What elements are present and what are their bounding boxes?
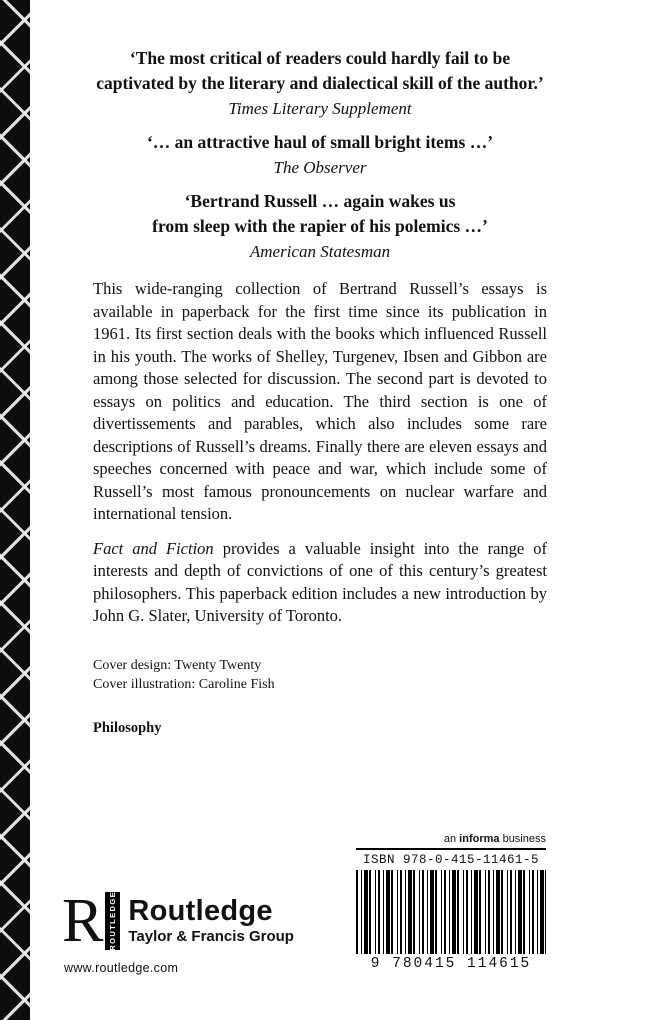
review-quote-1 xyxy=(93,46,547,121)
publisher-wordmark xyxy=(128,892,294,946)
quote-source: American Statesman xyxy=(249,242,391,261)
quote-text-line: ‘The most critical of readers could hardly fail to be xyxy=(129,48,511,68)
routledge-r-icon: R xyxy=(62,887,104,955)
description-paragraph-2-rest: provides a valuable insight into the range of interests and depth of convictions of one of this century’s greatest philosophers. This paperback edition includes a new introduction by John G. Slater, University of Toronto. xyxy=(93,538,547,625)
quote-text-line: ‘… an attractive haul of small bright items …’ xyxy=(146,132,494,152)
routledge-vertical-bar-icon xyxy=(105,892,120,950)
isbn-label: ISBN 978-0-415-11461-5 xyxy=(356,848,546,867)
quote-text-line: captivated by the literary and dialectical skill of the author.’ xyxy=(96,73,544,93)
quote-text-line: ‘Bertrand Russell … again wakes us xyxy=(184,191,456,211)
book-title-italic: Fact and Fiction xyxy=(93,538,214,558)
quote-source: The Observer xyxy=(273,158,367,177)
cover-content xyxy=(30,0,660,737)
review-quote-3 xyxy=(93,189,547,264)
cover-credits xyxy=(93,656,547,694)
subject-category: Philosophy xyxy=(93,719,162,736)
cover-design-credit: Cover design: Twenty Twenty xyxy=(93,657,262,673)
spine-lattice-pattern xyxy=(0,0,30,1020)
cover-illustration-credit: Cover illustration: Caroline Fish xyxy=(93,676,275,692)
barcode-digits: 9 780415 114615 xyxy=(366,955,537,972)
review-quote-2 xyxy=(93,130,547,180)
informa-brand: informa xyxy=(459,833,500,845)
isbn-barcode xyxy=(356,848,546,972)
routledge-vertical-text: ROUTLEDGE xyxy=(108,891,118,951)
publisher-group: Taylor & Francis Group xyxy=(128,928,294,945)
routledge-logo xyxy=(62,887,294,955)
description-paragraph-1: This wide-ranging collection of Bertrand Russell’s essays is available in paperback for the first time since its publication in 1961. Its first section deals with the books which influenced Russell in his youth. The works of Shelley, Turgenev, Ibsen and Gibbon are among those selected for discussion. The second part is devoted to essays on politics and education. The third section is one of divertissements and parables, which also includes some rare descriptions of Russell’s dreams. Finally there are eleven essays and speeches concerned with peace and war, which include some of Russell’s most famous pronouncements on nuclear warfare and international tension. xyxy=(93,279,547,523)
description-paragraph-2 xyxy=(93,538,547,628)
informa-prefix: an xyxy=(443,833,460,845)
informa-business-line xyxy=(444,833,546,845)
publisher-name: Routledge xyxy=(128,895,273,927)
quote-source: Times Literary Supplement xyxy=(228,99,412,118)
informa-suffix: business xyxy=(499,833,546,845)
barcode-bars-icon xyxy=(356,870,546,954)
quote-text-line: from sleep with the rapier of his polemics …’ xyxy=(152,216,488,236)
book-description xyxy=(93,278,547,628)
publisher-website: www.routledge.com xyxy=(64,961,179,975)
